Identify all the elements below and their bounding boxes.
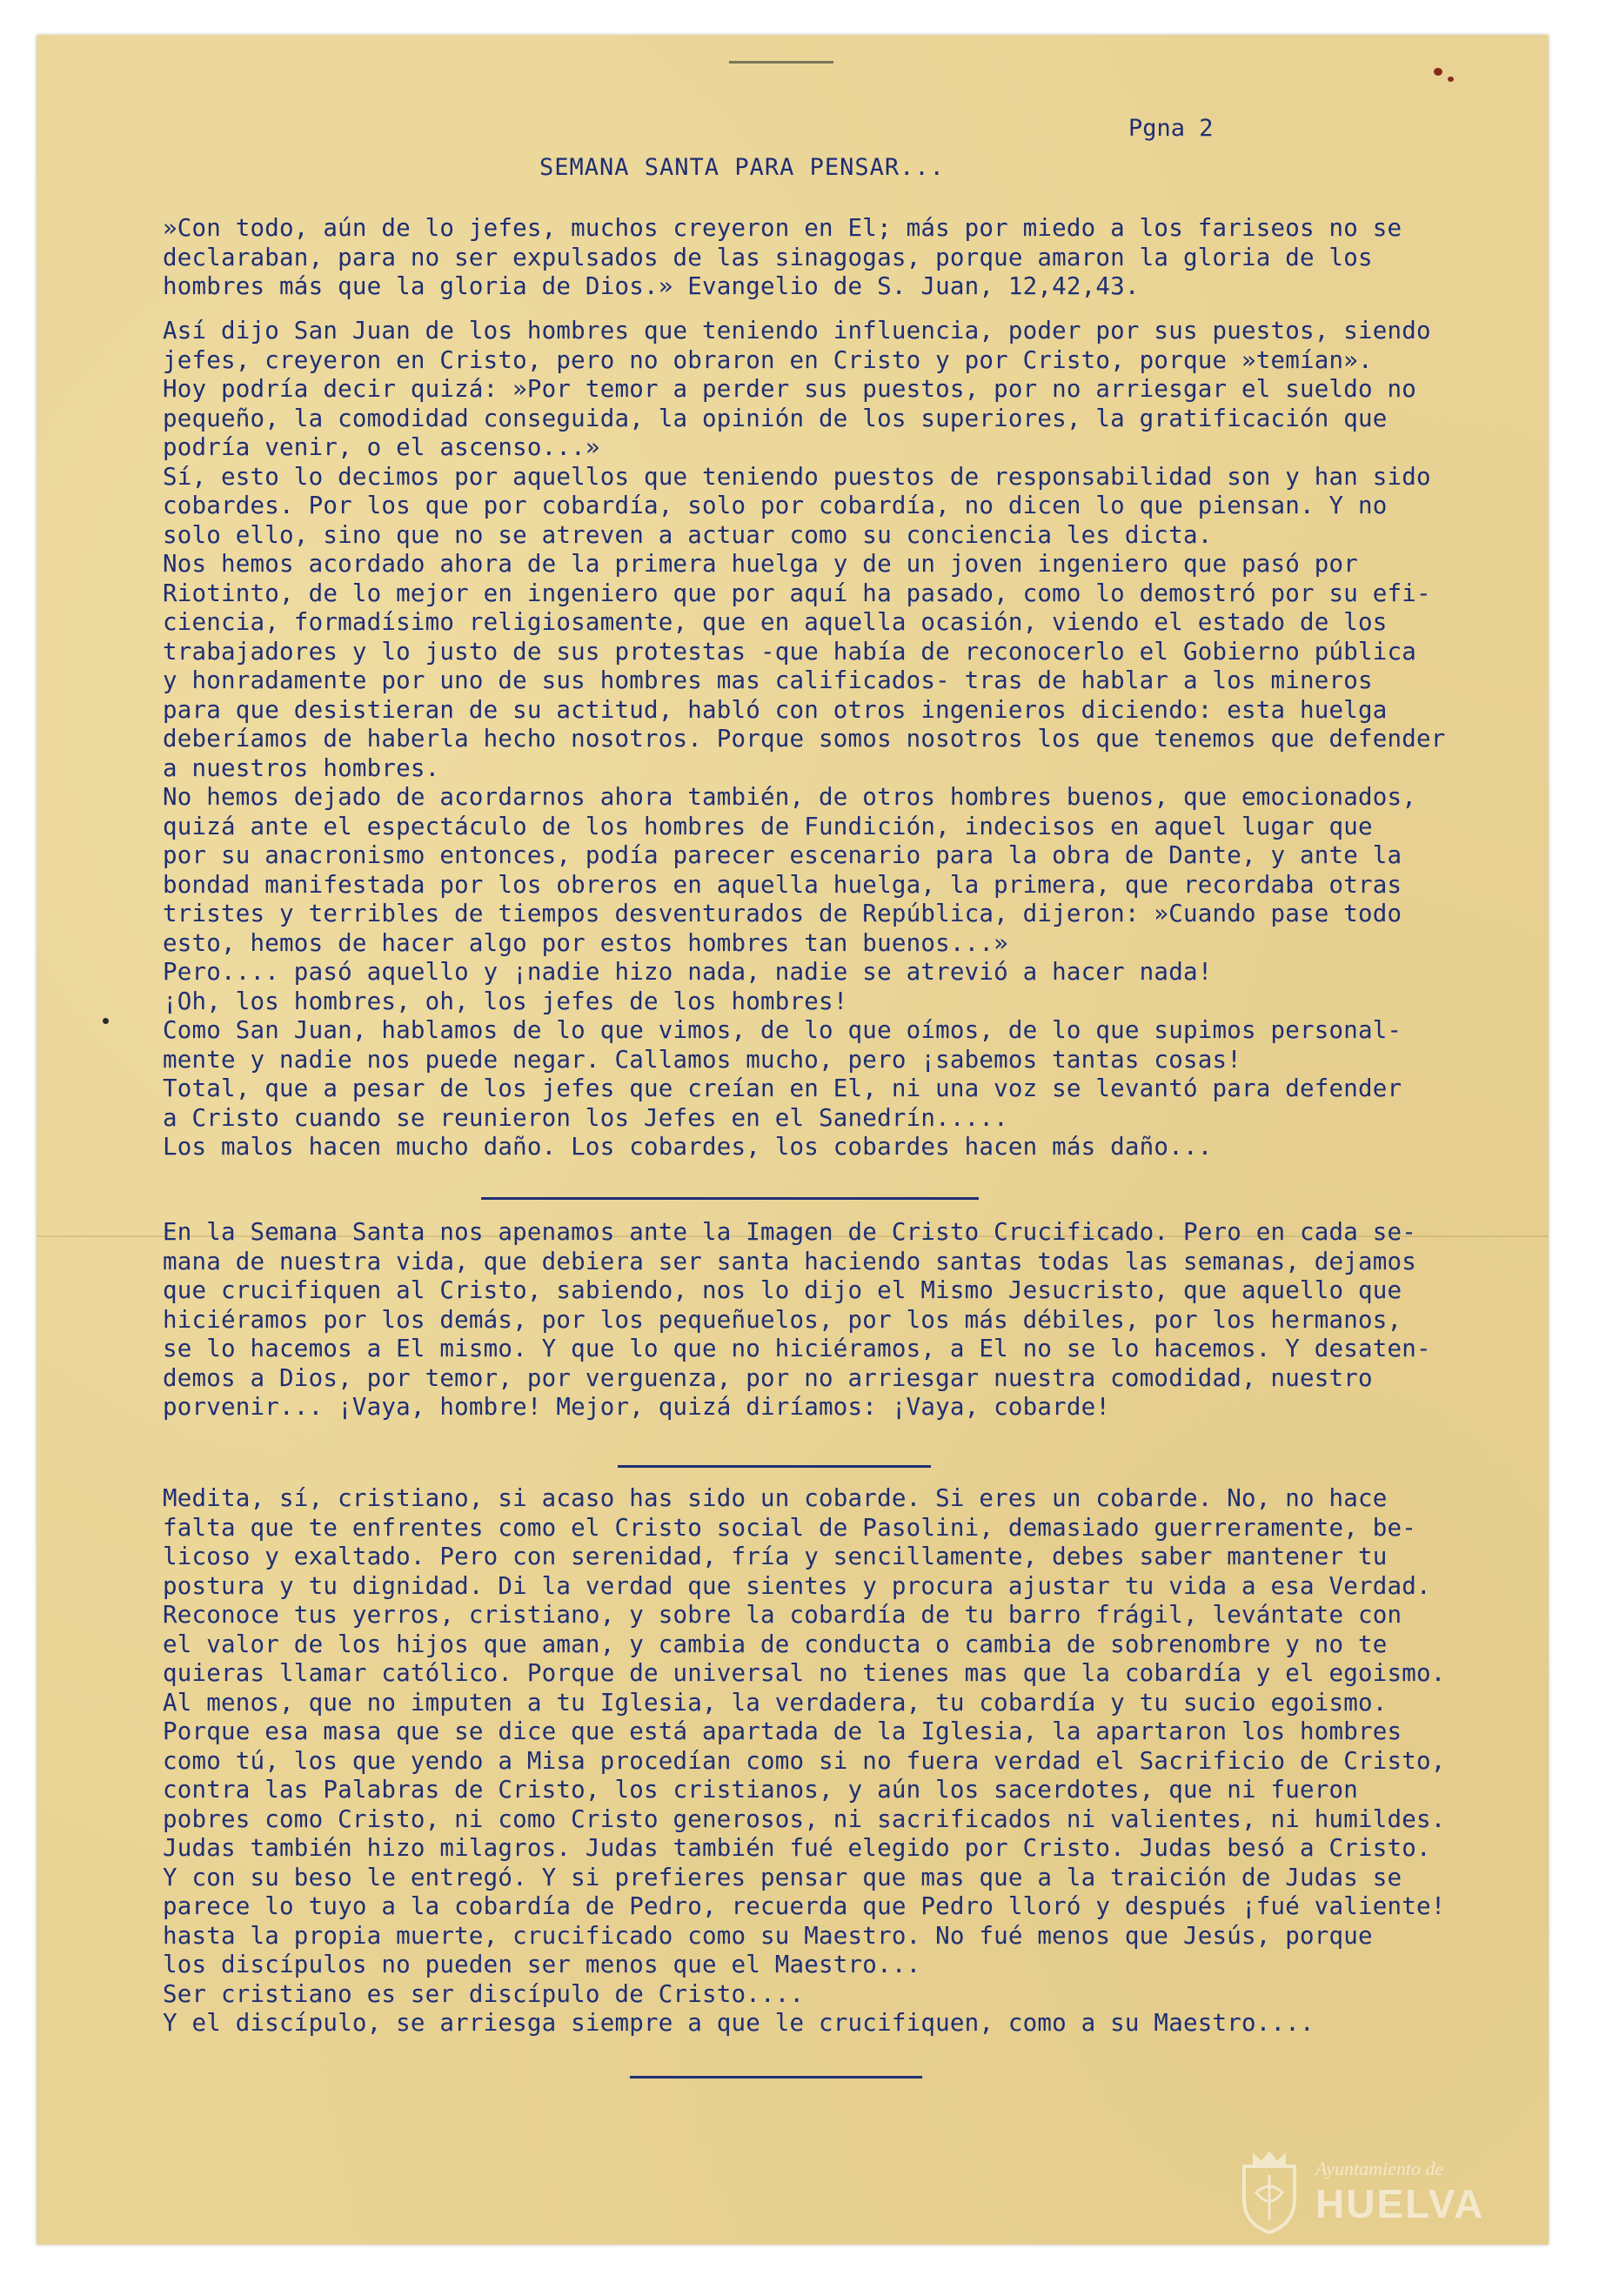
document-title: SEMANA SANTA PARA PENSAR... bbox=[539, 154, 945, 181]
paragraph-main: Así dijo San Juan de los hombres que teniendo influencia, poder por sus puestos, siendo jefes, creyeron en Cristo, pero no obraron en Cristo y por Cristo, porque »temían». Hoy podría decir quizá: »Por temor a perder sus puestos, por no arriesgar el sueldo no pequeño, la comodidad conseguida, la opinión de los superiores, la gratificación que podría venir, o el ascenso...» Sí, esto lo decimos por aquellos que teniendo puestos de responsabilidad son y han sido cobardes. Por los que por cobardía, solo por cobardía, no dicen lo que piensan. Y no solo ello, sino que no se atreven a actuar como su conciencia les dicta. Nos hemos acordado ahora de la primera huelga y de un joven ingeniero que pasó por Riotinto, de lo mejor en ingeniero que por aquí ha pasado, como lo demostró por su efi- ciencia, formadísimo religiosamente, que en aquella ocasión, viendo el estado de los trabajadores y lo justo de sus protestas -que había de reconocerlo el Gobierno pública y honradamente por uno de sus hombres mas calificados- tras de hablar a los mineros para que desistieran de su actitud, habló con otros ingenieros diciendo: esta huelga deberíamos de haberla hecho nosotros. Porque somos nosotros los que tenemos que defender a nuestros hombres. No hemos dejado de acordarnos ahora también, de otros hombres buenos, que emocionados, quizá ante el espectáculo de los hombres de Fundición, indecisos en aquel lugar que por su anacronismo entonces, podía parecer escenario para la obra de Dante, y ante la bondad manifestada por los obreros en aquella huelga, la primera, que recordaba otras tristes y terribles de tiempos desventurados de República, dijeron: »Cuando pase todo esto, hemos de hacer algo por estos hombres tan buenos...» Pero.... pasó aquello y ¡nadie hizo nada, nadie se atrevió a hacer nada! ¡Oh, los hombres, oh, los jefes de los hombres! Como San Juan, hablamos de lo que vimos, de lo que oímos, de lo que supimos personal- mente y nadie nos puede negar. Callamos mucho, pero ¡sabemos tantas cosas! Total, que a pesar de los jefes que creían en El, ni una voz se levantó para defender a Cristo cuando se reunieron los Jefes en el Sanedrín..... Los malos hacen mucho daño. Los cobardes, los cobardes hacen más daño... bbox=[163, 317, 1446, 1161]
page-number: Pgna 2 bbox=[1128, 115, 1214, 142]
paragraph-meditation: Medita, sí, cristiano, si acaso has sido un cobarde. Si eres un cobarde. No, no hace falta que te enfrentes como el Cristo social de Pasolini, demasiado guerreramente, be- licoso y exaltado. Pero con serenidad, fría y sencillamente, debes saber mantener tu postura y tu dignidad. Di la verdad que sientes y procura ajustar tu vida a esa Verdad. Reconoce tus yerros, cristiano, y sobre la cobardía de tu barro frágil, levántate con el valor de los hijos que aman, y cambia de conducta o cambia de sobrenombre y no te quieras llamar católico. Porque de universal no tienes mas que la cobardía y el egoismo. Al menos, que no imputen a tu Iglesia, la verdadera, tu cobardía y tu sucio egoismo. Porque esa masa que se dice que está apartada de la Iglesia, la apartaron los hombres como tú, los que yendo a Misa procedían como si no fuera verdad el Sacrificio de Cristo, contra las Palabras de Cristo, los cristianos, y aún los sacerdotes, que ni fueron pobres como Cristo, ni como Cristo generosos, ni sacrificados ni valientes, ni humildes. Judas también hizo milagros. Judas también fué elegido por Cristo. Judas besó a Cristo. Y con su beso le entregó. Y si prefieres pensar que mas que a la traición de Judas se parece lo tuyo a la cobardía de Pedro, recuerda que Pedro lloró y después ¡fué valiente! hasta la propia muerte, crucificado como su Maestro. No fué menos que Jesús, porque los discípulos no pueden ser menos que el Maestro... Ser cristiano es ser discípulo de Cristo.... Y el discípulo, se arriesga siempre a que le crucifiquen, como a su Maestro.... bbox=[163, 1484, 1446, 2037]
watermark-name: HUELVA bbox=[1315, 2181, 1485, 2226]
section-divider bbox=[618, 1465, 931, 1468]
paragraph-quote: »Con todo, aún de lo jefes, muchos creyeron en El; más por miedo a los fariseos no se declaraban, para no ser expulsados de las sinagogas, porque amaron la gloria de los hombres más que la gloria de Dios.» Evangelio de S. Juan, 12,42,43. bbox=[163, 214, 1402, 300]
top-edge-mark bbox=[729, 61, 833, 64]
watermark-subtitle: Ayuntamiento de bbox=[1315, 2158, 1444, 2179]
paper-mark bbox=[103, 1018, 109, 1024]
ink-stain bbox=[1434, 68, 1442, 76]
ink-stain bbox=[1448, 77, 1454, 82]
city-crest-icon bbox=[1235, 2149, 1303, 2236]
section-divider bbox=[481, 1197, 979, 1200]
archive-watermark bbox=[1235, 2136, 1549, 2249]
paragraph-holy-week: En la Semana Santa nos apenamos ante la Imagen de Cristo Crucificado. Pero en cada se- mana de nuestra vida, que debiera ser santa haciendo santas todas las semanas, dejamos que crucifiquen al Cristo, sabiendo, nos lo dijo el Mismo Jesucristo, que aquello que hiciéramos por los demás, por los pequeñuelos, por los más débiles, por los hermanos, se lo hacemos a El mismo. Y que lo que no hiciéramos, a El no se lo hacemos. Y desaten- demos a Dios, por temor, por verguenza, por no arriesgar nuestra comodidad, nuestro porvenir... ¡Vaya, hombre! Mejor, quizá diríamos: ¡Vaya, cobarde! bbox=[163, 1218, 1431, 1421]
section-divider bbox=[630, 2076, 922, 2078]
